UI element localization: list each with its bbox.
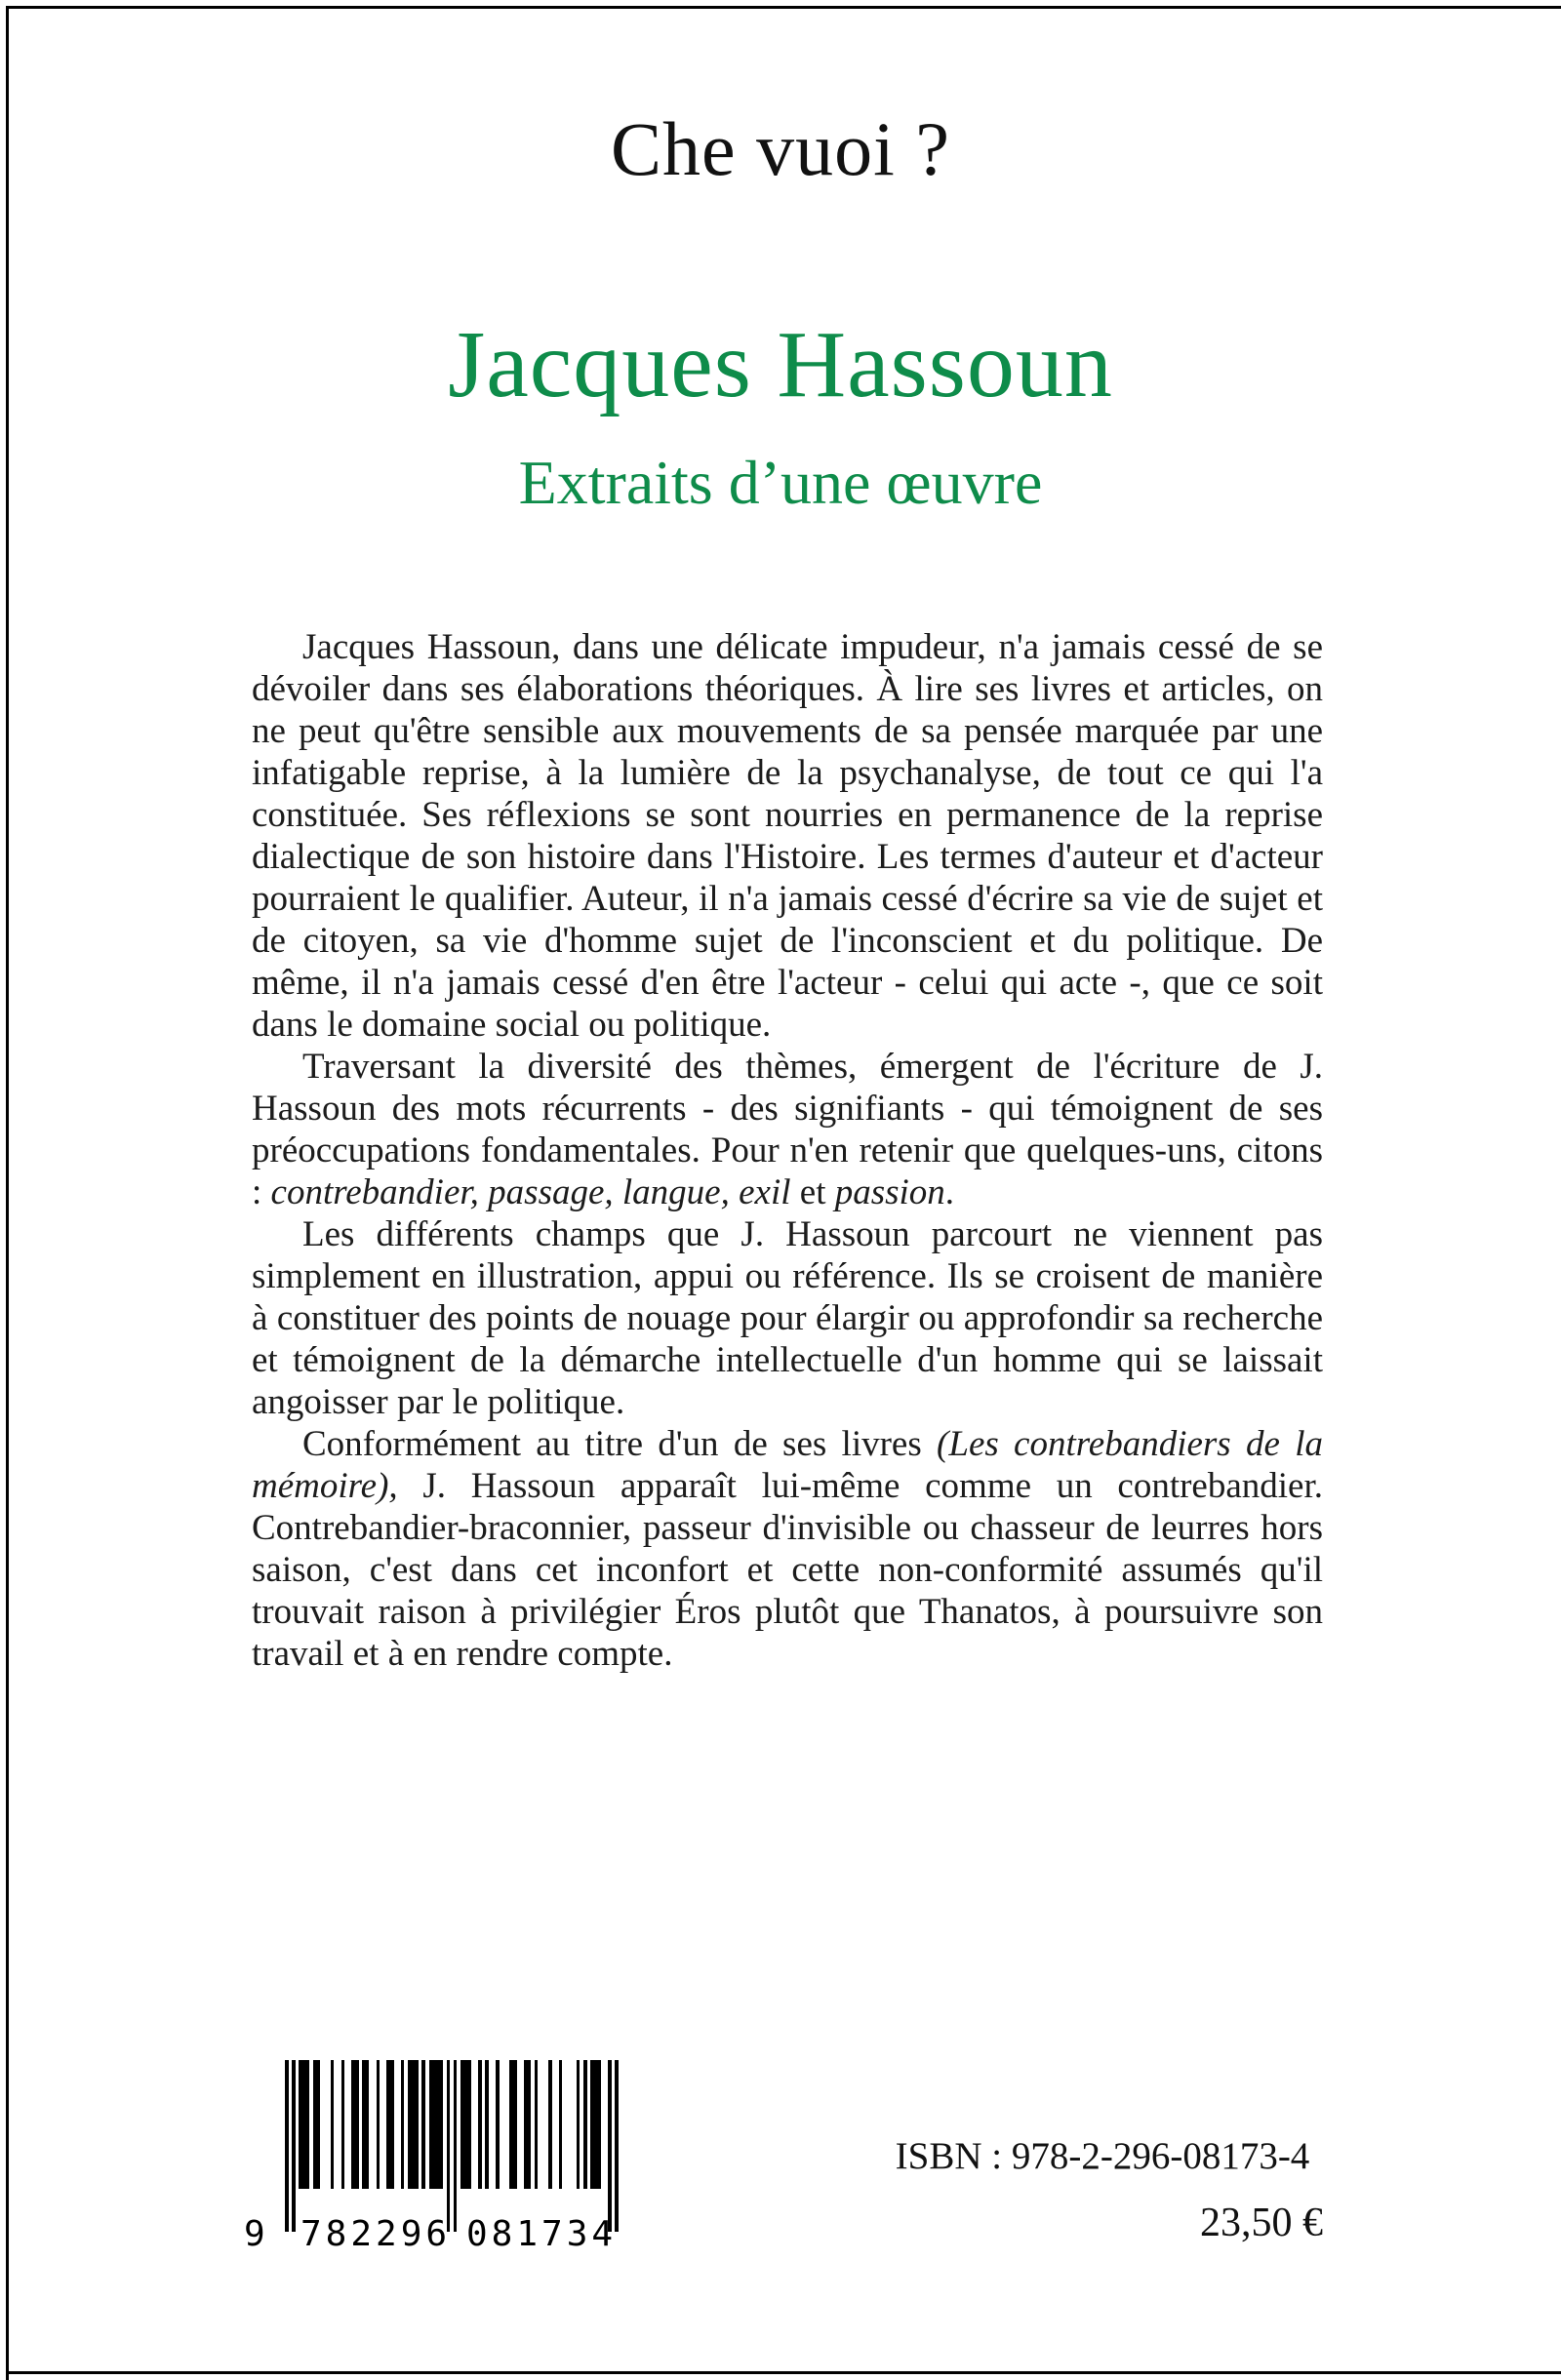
body-paragraph bbox=[252, 1213, 1323, 1423]
barcode-bar bbox=[386, 2060, 393, 2189]
barcode-bar bbox=[615, 2060, 619, 2232]
page-border-bottom bbox=[6, 2371, 1561, 2374]
author-name: Jacques Hassoun bbox=[448, 312, 1113, 417]
barcode-digits bbox=[244, 2210, 619, 2259]
barcode-bars bbox=[285, 2060, 619, 2208]
text-segment: Conformément au titre d'un de ses livres bbox=[302, 1424, 938, 1464]
barcode-bar bbox=[590, 2060, 601, 2189]
barcode-bar bbox=[341, 2060, 345, 2189]
text-segment: J. Hassoun apparaît lui-même comme un contrebandier. Contrebandier-braconnier, passeur d'invisible ou chasseur de leurres hors saison, c'est dans cet inconfort et cette non-conformité assumés qu'il trouvait raison à privilégier Éros plutôt que Thanatos, à poursuivre son travail et à en rendre compte. bbox=[252, 1466, 1323, 1674]
page-border-top bbox=[6, 6, 1561, 9]
barcode-bar bbox=[478, 2060, 482, 2189]
text-segment: . bbox=[944, 1172, 955, 1212]
body-paragraph bbox=[252, 626, 1323, 1046]
text-segment: Les différents champs que J. Hassoun parcourt ne viennent pas simplement en illustration, appui ou référence. Ils se croisent de manière à constituer des points de nouage pour élargir ou approfondir sa recherche et témoignent de la démarche intellectuelle d'un homme qui se laissait angoisser par le politique. bbox=[252, 1214, 1323, 1422]
barcode-bar bbox=[292, 2060, 296, 2232]
barcode-bar bbox=[421, 2060, 425, 2189]
barcode-bar bbox=[351, 2060, 358, 2189]
barcode-bar bbox=[447, 2060, 451, 2232]
barcode-bar bbox=[408, 2060, 419, 2189]
barcode-bar bbox=[583, 2060, 587, 2189]
barcode-bar bbox=[285, 2060, 289, 2232]
text-segment: contrebandier, passage, langue, exil bbox=[270, 1172, 791, 1212]
text-segment: et bbox=[790, 1172, 835, 1212]
barcode-digit-group: 9 bbox=[244, 2214, 265, 2254]
barcode-bar bbox=[331, 2060, 335, 2189]
barcode-bar bbox=[313, 2060, 320, 2189]
price-label: 23,50 € bbox=[1200, 2201, 1323, 2245]
barcode-bar bbox=[485, 2060, 489, 2189]
barcode-digit-group: 081734 bbox=[466, 2214, 618, 2254]
barcode-bar bbox=[362, 2060, 369, 2189]
barcode-bar bbox=[559, 2060, 563, 2189]
text-segment: passion bbox=[834, 1172, 945, 1212]
barcode-bar bbox=[608, 2060, 612, 2232]
barcode-bar bbox=[535, 2060, 539, 2189]
body-text bbox=[252, 626, 1323, 1675]
book-subtitle: Extraits d’une œuvre bbox=[518, 448, 1043, 517]
barcode-bar bbox=[548, 2060, 552, 2189]
isbn-label: ISBN : 978-2-296-08173-4 bbox=[895, 2135, 1310, 2177]
barcode-bar bbox=[577, 2060, 580, 2189]
barcode-digit-group: 782296 bbox=[300, 2214, 452, 2254]
text-segment: Jacques Hassoun, dans une délicate impudeur, n'a jamais cessé de se dévoiler dans ses élaborations théoriques. À lire ses livres et articles, on ne peut qu'être sensible aux mouvements de sa pensée marquée par une infatigable reprise, à la lumière de la psychanalyse, de tout ce qui l'a constituée. Ses réflexions se sont nourries en permanence de la reprise dialectique de son histoire dans l'Histoire. Les termes d'auteur et d'acteur pourraient le qualifier. Auteur, il n'a jamais cessé d'écrire sa vie de sujet et de citoyen, sa vie d'homme sujet de l'inconscient et du politique. De même, il n'a jamais cessé d'en être l'acteur - celui qui acte -, que ce soit dans le domaine social ou politique. bbox=[252, 627, 1323, 1045]
barcode-bar bbox=[496, 2060, 500, 2189]
barcode-bar bbox=[299, 2060, 309, 2189]
barcode-bar bbox=[377, 2060, 380, 2189]
barcode-bar bbox=[454, 2060, 458, 2232]
barcode bbox=[244, 2060, 619, 2259]
barcode-bar bbox=[460, 2060, 471, 2189]
text-segment: (Les contrebandiers de la mémoire), bbox=[252, 1424, 1323, 1506]
isbn-block bbox=[878, 2134, 1327, 2246]
barcode-bar bbox=[401, 2060, 405, 2189]
barcode-bar bbox=[429, 2060, 443, 2189]
body-paragraph bbox=[252, 1423, 1323, 1675]
collection-title: Che vuoi ? bbox=[611, 106, 950, 191]
text-segment: Traversant la diversité des thèmes, émergent de l'écriture de J. Hassoun des mots récurrents - des signifiants - qui témoignent de ses préoccupations fondamentales. Pour n'en retenir que quelques-uns, citons : bbox=[252, 1047, 1323, 1212]
barcode-bar bbox=[509, 2060, 516, 2189]
body-paragraph bbox=[252, 1046, 1323, 1213]
barcode-bar bbox=[524, 2060, 531, 2189]
